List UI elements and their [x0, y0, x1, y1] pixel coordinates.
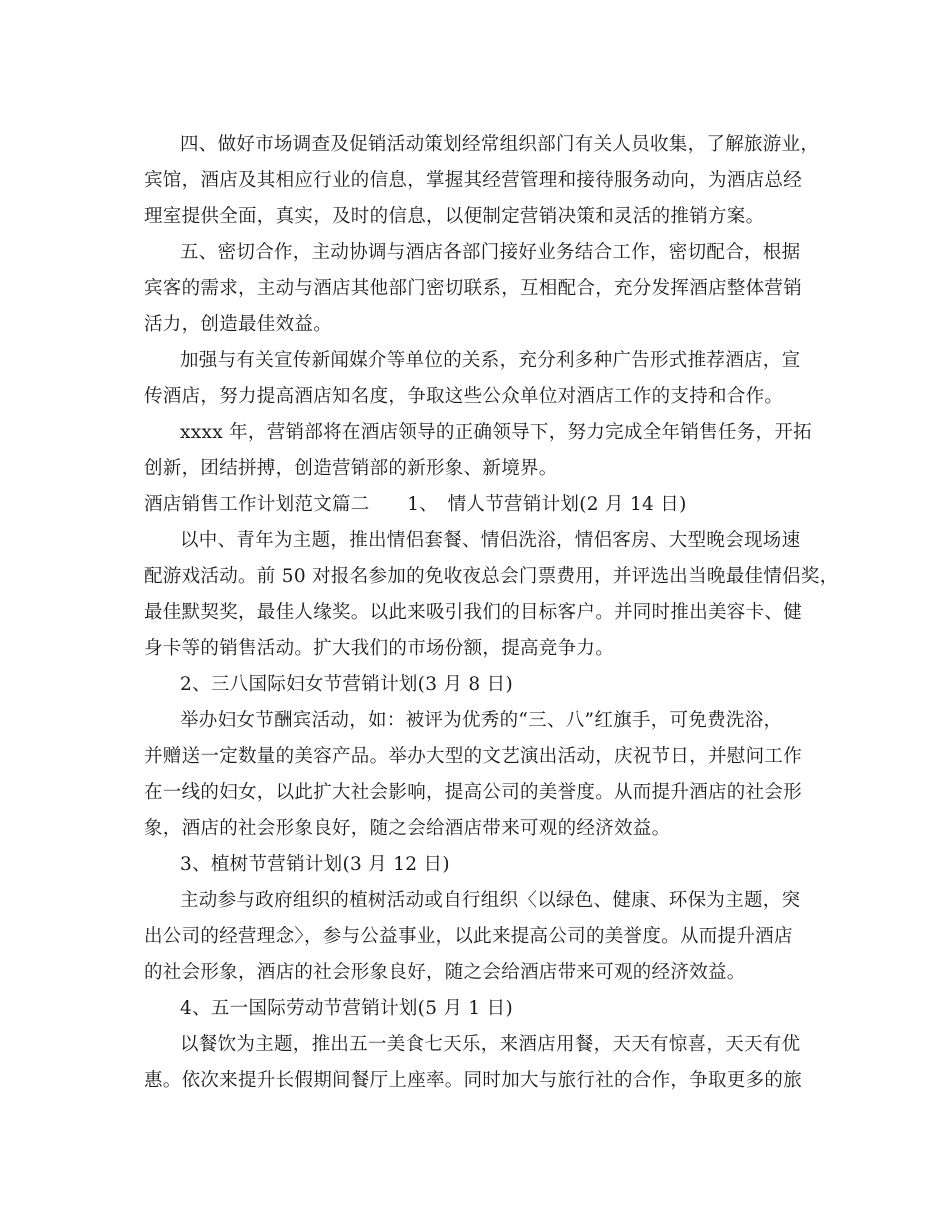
- text-line: 以中、青年为主题，推出情侣套餐、情侣洗浴，情侣客房、大型晚会现场速: [180, 530, 801, 551]
- text-line: 惠。依次来提升长假期间餐厅上座率。同时加大与旅行社的合作，争取更多的旅: [144, 1070, 803, 1091]
- subheading: 2、三八国际妇女节营销计划(3 月 8 日): [180, 674, 513, 695]
- text-line: 活力，创造最佳效益。: [144, 314, 333, 335]
- text-line: 加强与有关宣传新闻媒介等单位的关系，充分利多种广告形式推荐酒店，宣: [180, 350, 801, 371]
- text-line: 传酒店，努力提高酒店知名度，争取这些公众单位对酒店工作的支持和合作。: [144, 386, 784, 407]
- text-line: 宾馆，酒店及其相应行业的信息，掌握其经营管理和接待服务动向，为酒店总经: [144, 170, 803, 191]
- text-line: 四、做好市场调查及促销活动策划经常组织部门有关人员收集，了解旅游业，: [180, 134, 820, 155]
- text-line: 出公司的经营理念〉，参与公益事业，以此来提高公司的美誉度。从而提升酒店: [144, 926, 793, 947]
- subheading: 3、植树节营销计划(3 月 12 日): [180, 854, 450, 875]
- text-line: 最佳默契奖，最佳人缘奖。以此来吸引我们的目标客户。并同时推出美容卡、健: [144, 602, 803, 623]
- text-line: xxxx 年，营销部将在酒店领导的正确领导下，努力完成全年销售任务，开拓: [180, 422, 812, 443]
- text-line: 在一线的妇女，以此扩大社会影响，提高公司的美誉度。从而提升酒店的社会形: [144, 782, 803, 803]
- section-heading: 酒店销售工作计划范文篇二 1、 情人节营销计划(2 月 14 日): [144, 494, 687, 515]
- text-line: 宾客的需求，主动与酒店其他部门密切联系，互相配合，充分发挥酒店整体营销: [144, 278, 803, 299]
- text-line: 身卡等的销售活动。扩大我们的市场份额，提高竞争力。: [144, 638, 615, 659]
- text-line: 的社会形象，酒店的社会形象良好，随之会给酒店带来可观的经济效益。: [144, 962, 746, 983]
- text-line: 并赠送一定数量的美容产品。举办大型的文艺演出活动，庆祝节日，并慰问工作: [144, 746, 803, 767]
- text-line: 举办妇女节酬宾活动，如：被评为优秀的“三、八”红旗手，可免费洗浴，: [180, 710, 783, 731]
- text-line: 五、密切合作，主动协调与酒店各部门接好业务结合工作，密切配合，根据: [180, 242, 801, 263]
- text-line: 主动参与政府组织的植树活动或自行组织〈以绿色、健康、环保为主题，突: [180, 890, 801, 911]
- text-line: 配游戏活动。前 50 对报名参加的免收夜总会门票费用，并评选出当晚最佳情侣奖，: [144, 566, 839, 587]
- text-line: 创新，团结拼搏，创造营销部的新形象、新境界。: [144, 458, 558, 479]
- text-line: 以餐饮为主题，推出五一美食七天乐，来酒店用餐，天天有惊喜，天天有优: [180, 1034, 801, 1055]
- text-line: 理室提供全面，真实，及时的信息，以便制定营销决策和灵活的推销方案。: [144, 206, 765, 227]
- text-line: 象，酒店的社会形象良好，随之会给酒店带来可观的经济效益。: [144, 818, 671, 839]
- subheading: 4、五一国际劳动节营销计划(5 月 1 日): [180, 998, 513, 1019]
